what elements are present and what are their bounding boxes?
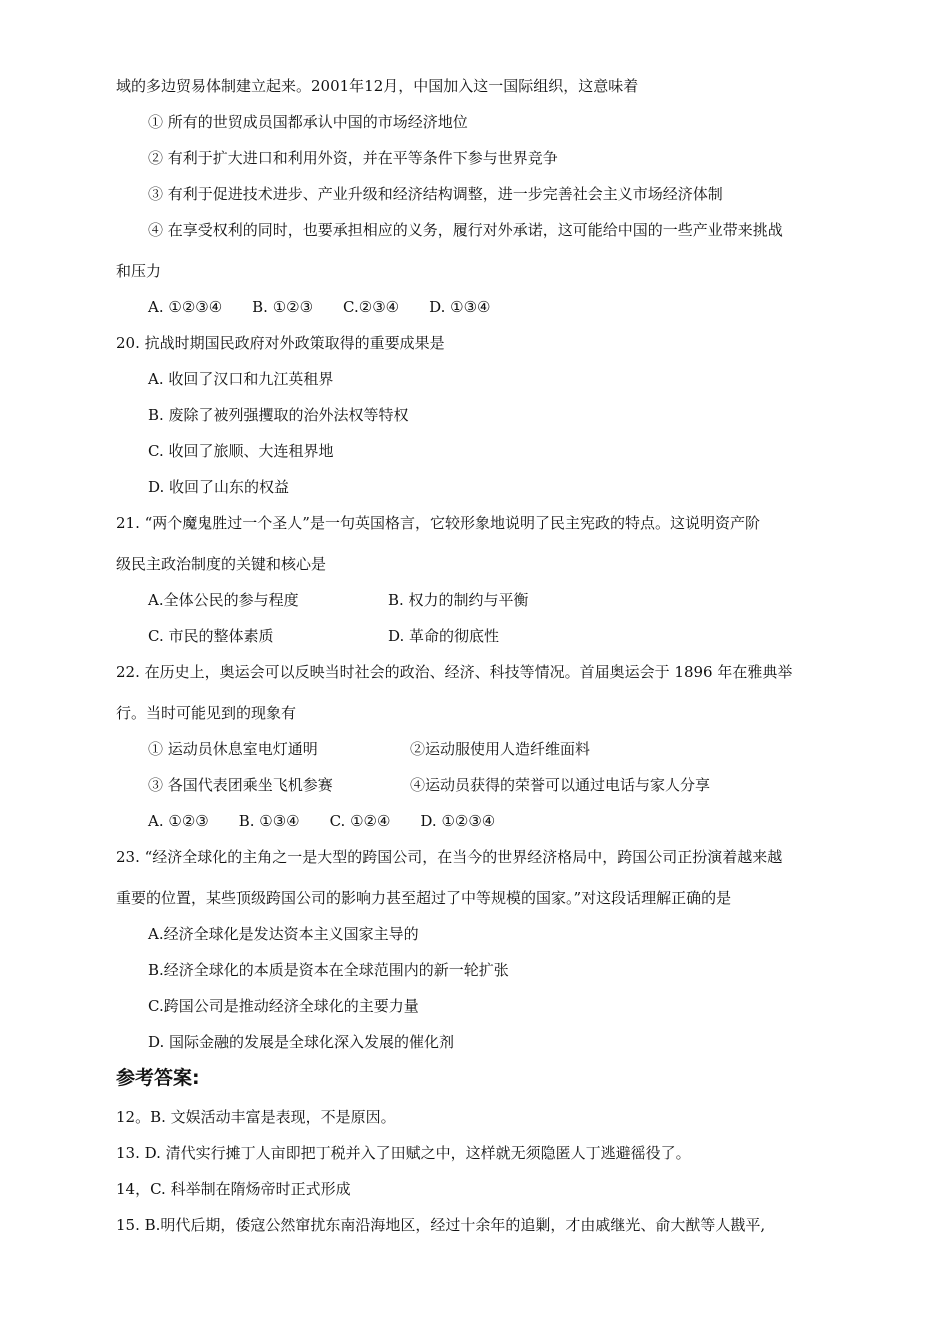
q19-statement-1: ① 所有的世贸成员国都承认中国的市场经济地位	[148, 113, 468, 131]
answer-13: 13. D. 清代实行摊丁人亩即把丁税并入了田赋之中，这样就无须隐匿人丁逃避徭役了。	[116, 1144, 691, 1162]
q22-statement-1: ① 运动员休息室电灯通明	[148, 740, 318, 758]
answer-12: 12。B. 文娱活动丰富是表现，不是原因。	[116, 1108, 396, 1126]
answers-heading: 参考答案:	[116, 1067, 200, 1089]
q22-options: A. ①②③ B. ①③④ C. ①②④ D. ①②③④	[148, 812, 496, 830]
q23-stem-line-1: 23. “经济全球化的主角之一是大型的跨国公司，在当今的世界经济格局中，跨国公司正扮演着越来越	[116, 848, 783, 866]
q23-stem-line-2: 重要的位置，某些顶级跨国公司的影响力甚至超过了中等规模的国家。”对这段话理解正确的是	[116, 889, 732, 907]
q22-stem-line-1: 22. 在历史上，奥运会可以反映当时社会的政治、经济、科技等情况。首届奥运会于 1896 年在雅典举	[116, 663, 793, 681]
q22-stem-line-2: 行。当时可能见到的现象有	[116, 704, 297, 722]
q21-option-d: D. 革命的彻底性	[388, 627, 500, 645]
q20-option-c: C. 收回了旅顺、大连租界地	[148, 442, 334, 460]
q20-stem: 20. 抗战时期国民政府对外政策取得的重要成果是	[116, 334, 445, 352]
q23-option-d: D. 国际金融的发展是全球化深入发展的催化剂	[148, 1033, 455, 1051]
q19-statement-4-cont: 和压力	[116, 262, 162, 280]
q20-option-b: B. 废除了被列强攫取的治外法权等特权	[148, 406, 409, 424]
answer-15: 15. B.明代后期，倭寇公然窜扰东南沿海地区，经过十余年的追剿，才由戚继光、俞大猷等人戡平,	[116, 1216, 766, 1234]
q19-statement-3: ③ 有利于促进技术进步、产业升级和经济结构调整，进一步完善社会主义市场经济体制	[148, 185, 723, 203]
q23-option-b: B.经济全球化的本质是资本在全球范围内的新一轮扩张	[148, 961, 509, 979]
q22-statement-3: ③ 各国代表团乘坐飞机参赛	[148, 776, 333, 794]
answer-14: 14，C. 科举制在隋炀帝时正式形成	[116, 1180, 351, 1198]
q21-option-c: C. 市民的整体素质	[148, 627, 274, 645]
q21-stem-line-1: 21. “两个魔鬼胜过一个圣人”是一句英国格言，它较形象地说明了民主宪政的特点。这说明资产阶	[116, 514, 760, 532]
q21-stem-line-2: 级民主政治制度的关键和核心是	[116, 555, 327, 573]
q19-statement-4: ④ 在享受权利的同时，也要承担相应的义务，履行对外承诺，这可能给中国的一些产业带来挑战	[148, 221, 783, 239]
q19-options: A. ①②③④ B. ①②③ C.②③④ D. ①③④	[148, 298, 491, 316]
q21-option-b: B. 权力的制约与平衡	[388, 591, 529, 609]
q23-option-c: C.跨国公司是推动经济全球化的主要力量	[148, 997, 419, 1015]
q22-statement-4: ④运动员获得的荣誉可以通过电话与家人分享	[410, 776, 711, 794]
q22-statement-2: ②运动服使用人造纤维面料	[410, 740, 591, 758]
q20-option-d: D. 收回了山东的权益	[148, 478, 290, 496]
q21-option-a: A.全体公民的参与程度	[148, 591, 299, 609]
q19-continuation: 域的多边贸易体制建立起来。2001年12月，中国加入这一国际组织，这意味着	[116, 77, 639, 95]
q23-option-a: A.经济全球化是发达资本主义国家主导的	[148, 925, 419, 943]
q19-statement-2: ② 有利于扩大进口和利用外资，并在平等条件下参与世界竞争	[148, 149, 558, 167]
q20-option-a: A. 收回了汉口和九江英租界	[148, 370, 334, 388]
